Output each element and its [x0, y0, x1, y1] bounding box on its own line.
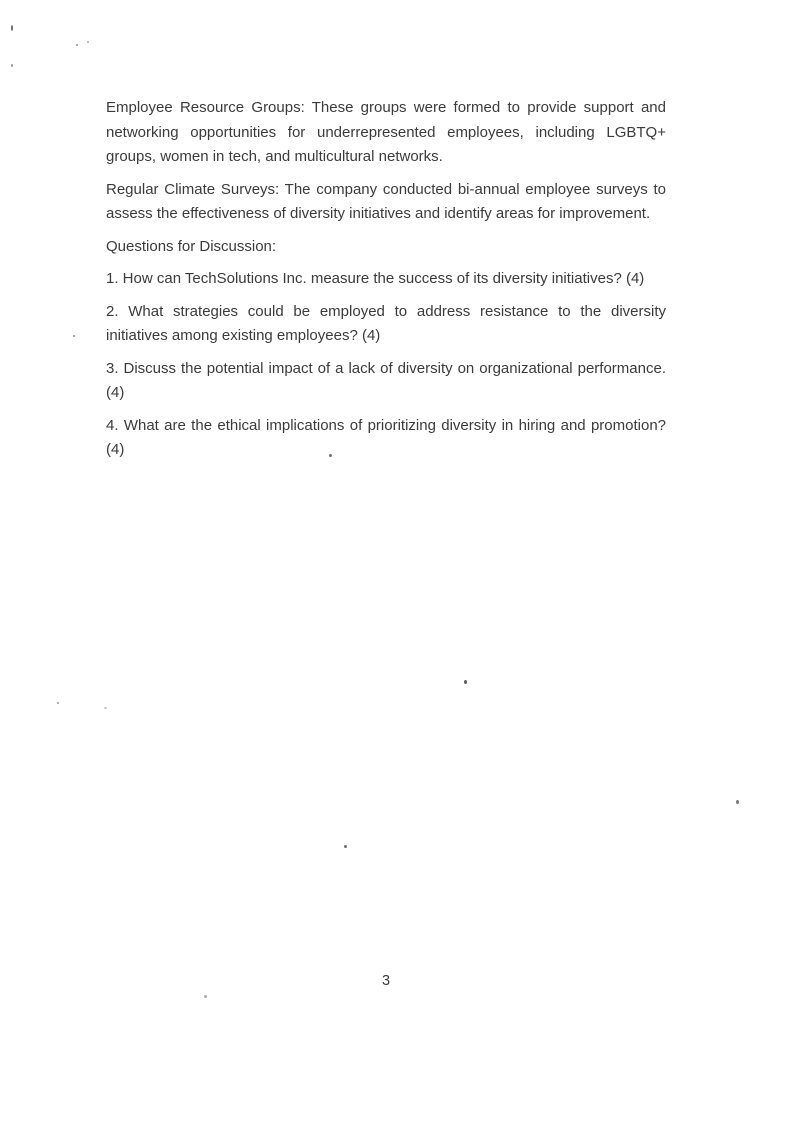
scan-speck — [57, 702, 59, 704]
question-2: 2. What strategies could be employed to address resistance to the diversity initiatives among existing employees? (4) — [106, 302, 666, 344]
scan-speck — [329, 454, 332, 457]
scan-speck — [11, 64, 13, 67]
scan-speck — [104, 707, 107, 709]
paragraph-employee-resource-groups: Employee Resource Groups: These groups were formed to provide support and networking opportunities for underrepresented employees, including LGBTQ+ groups, women in tech, and multicultural networks. — [106, 99, 666, 165]
scan-speck — [204, 995, 207, 998]
heading-questions-for-discussion: Questions for Discussion: — [106, 237, 277, 255]
question-1: 1. How can TechSolutions Inc. measure the success of its diversity initiatives? (4) — [106, 270, 645, 287]
scan-speck — [344, 845, 347, 848]
scan-speck — [11, 25, 13, 31]
scan-speck — [76, 44, 78, 46]
page-number: 3 — [381, 973, 391, 989]
scan-speck — [87, 41, 89, 43]
paragraph-regular-climate-surveys: Regular Climate Surveys: The company conducted bi-annual employee surveys to assess the effectiveness of diversity initiatives and identify areas for improvement. — [106, 180, 666, 222]
question-4: 4. What are the ethical implications of prioritizing diversity in hiring and promotion? (4) — [106, 416, 666, 458]
question-3: 3. Discuss the potential impact of a lack of diversity on organizational performance. (4) — [106, 359, 666, 401]
scan-speck — [736, 800, 739, 804]
scan-speck — [464, 680, 467, 684]
scan-speck — [73, 335, 75, 337]
document-body — [106, 96, 666, 471]
